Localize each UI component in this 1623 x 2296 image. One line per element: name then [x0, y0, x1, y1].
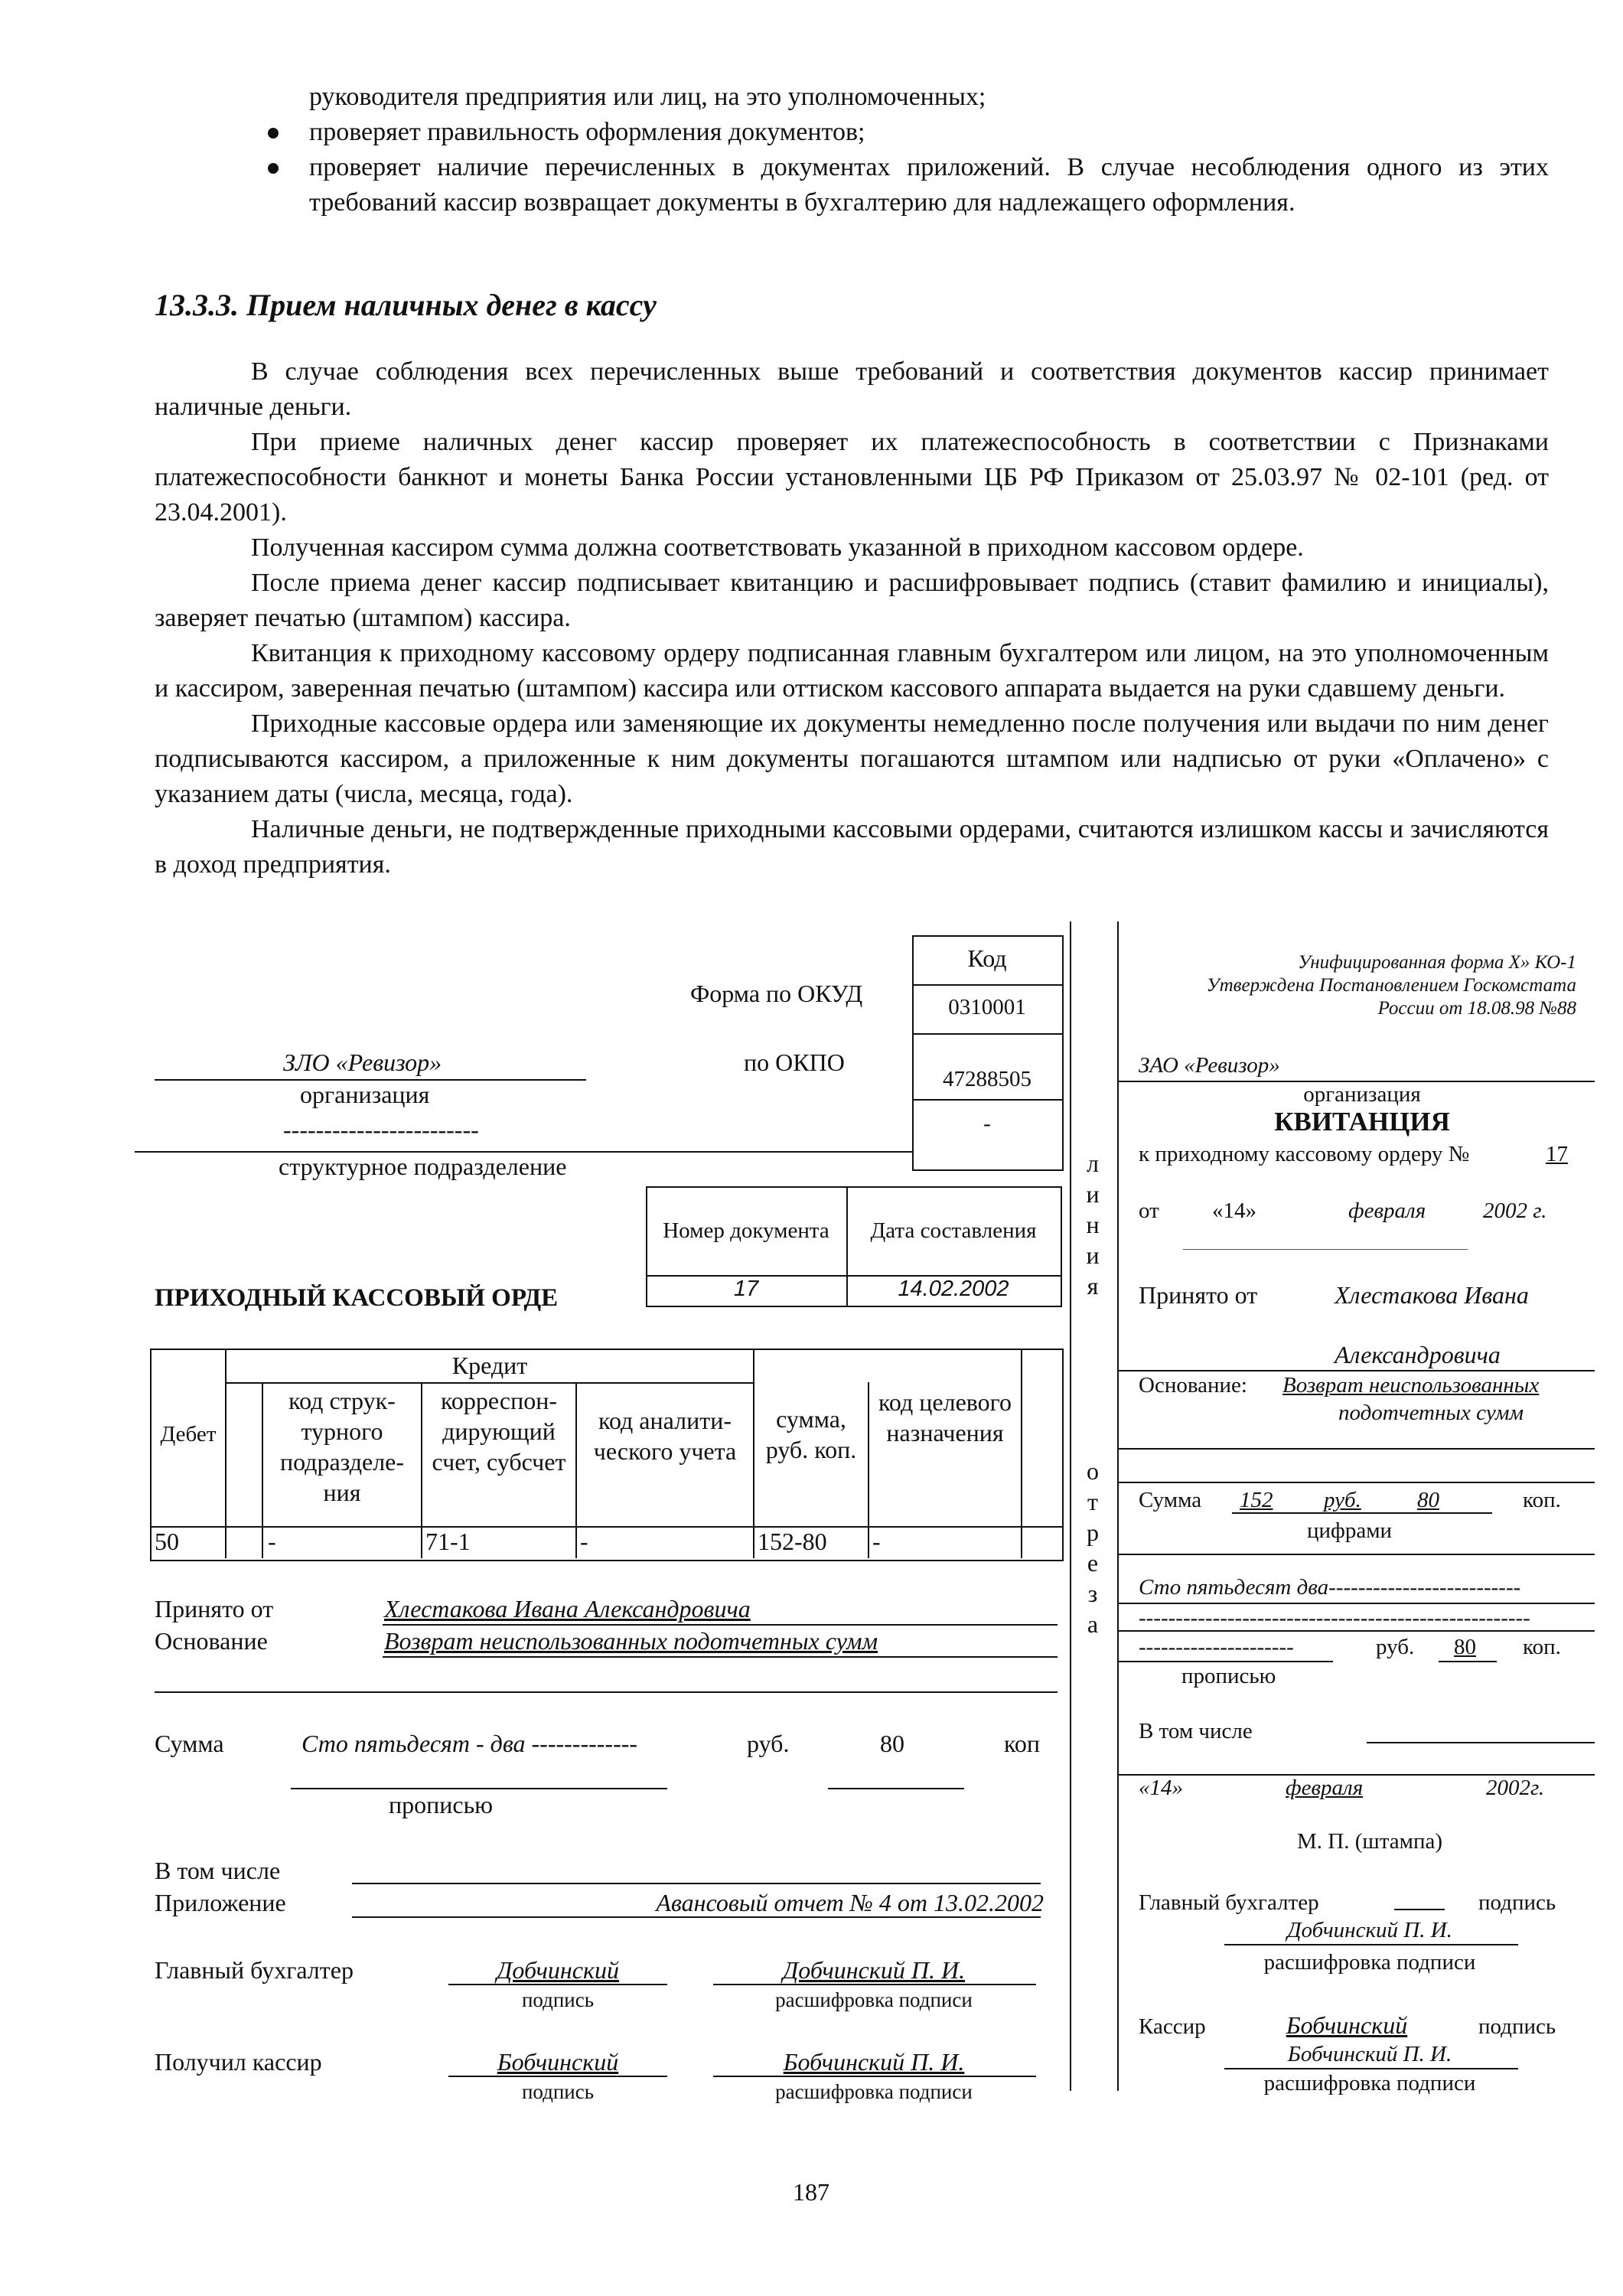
from-label: от — [1139, 1199, 1159, 1223]
receipt-sum-label: Сумма — [1139, 1488, 1202, 1512]
rub-label: руб. — [747, 1730, 790, 1757]
okpo-label: по ОКПО — [744, 1049, 845, 1076]
receipt-kop-label: коп. — [1523, 1488, 1561, 1512]
attachment-label: Приложение — [155, 1889, 286, 1916]
receipt-cashier-name: Бобчинский П. И. — [1287, 2042, 1452, 2066]
receipt-org-value: ЗАО «Ревизор» — [1139, 1053, 1280, 1078]
section-heading: 13.3.3. Прием наличных денег в кассу — [155, 288, 657, 322]
stamp-label: М. П. (штампа) — [1296, 1829, 1442, 1854]
paragraph: Квитанция к приходному кассовому ордеру подписанная главным бухгалтером или лицом, на это уполномоченным и кассиром, заверенная печатью (штампом) кассира или оттиском кассового аппарата выдается на руки сдавшему деньги. — [155, 639, 1549, 703]
form-line: Утверждена Постановлением Госкомстата — [1206, 975, 1576, 996]
okpo-value: 47288505 — [943, 1067, 1031, 1091]
order-title: ПРИХОДНЫЙ КАССОВЫЙ ОРДЕ — [155, 1284, 559, 1312]
receipt-kop-value: 80 — [1454, 1635, 1476, 1659]
words-line3: --------------------- — [1139, 1635, 1294, 1659]
words-line1: Сто пятьдесят два-------------------------- — [1139, 1575, 1521, 1600]
signature-caption: подпись — [521, 2080, 595, 2103]
basis-line1: Возврат неиспользованных — [1282, 1373, 1540, 1397]
sum-digits-rub: 152 — [1240, 1488, 1273, 1512]
digits-caption: цифрами — [1307, 1518, 1393, 1543]
cut-line-word: о т р е з а — [1087, 1457, 1099, 1638]
row-analytic: - — [580, 1528, 588, 1555]
row-sum: 152-80 — [758, 1528, 827, 1555]
okud-label: Форма по ОКУД — [690, 980, 863, 1007]
doc-date-value: 14.02.2002 — [898, 1277, 1009, 1301]
bullet-icon — [268, 128, 279, 139]
receipt-title: КВИТАНЦИЯ — [1274, 1107, 1450, 1137]
chief-name: Добчинский П. И. — [782, 1956, 966, 1984]
kop-label: коп — [1004, 1730, 1041, 1757]
date-day: «14» — [1212, 1199, 1256, 1223]
row-debit: 50 — [155, 1528, 179, 1555]
chief-accountant-label: Главный бухгалтер — [155, 1956, 354, 1984]
doc-date-header: Дата составления — [870, 1218, 1037, 1243]
org-caption: организация — [300, 1081, 430, 1108]
credit-header: Кредит — [451, 1352, 528, 1379]
col-struct-header: код струк-турного подразделе-ния — [279, 1387, 405, 1506]
receipt-cashier-label: Кассир — [1139, 2014, 1206, 2039]
code-header: Код — [967, 944, 1007, 972]
basis-label: Основание — [155, 1627, 268, 1655]
words-line2: ----------------------------------------------------- — [1139, 1606, 1530, 1630]
col-analytic-header: код аналити-ческого учета — [593, 1407, 737, 1465]
receipt-rub-label: руб. — [1376, 1635, 1415, 1659]
row-corr: 71-1 — [425, 1528, 471, 1555]
received-from-label: Принято от — [155, 1595, 274, 1623]
decoding-caption: расшифровка подписи — [775, 1988, 973, 2011]
text-line: руководителя предприятия или лиц, на это уполномоченных; — [309, 83, 986, 111]
basis-value: Возврат неиспользованных подотчетных сумм — [384, 1627, 878, 1655]
receipt-words-caption: прописью — [1181, 1664, 1276, 1688]
struct-dashes: ------------------------ — [283, 1116, 479, 1143]
paragraph: После приема денег кассир подписывает квитанцию и расшифровывает подпись (ставит фамилию и инициалы), заверяет печатью (штампом) кассира. — [155, 569, 1549, 632]
receipt-basis-label: Основание: — [1139, 1373, 1247, 1397]
receipt-chief-label: Главный бухгалтер — [1139, 1890, 1319, 1915]
cashier-name: Бобчинский П. И. — [783, 2048, 965, 2076]
including-label: В том числе — [155, 1857, 281, 1884]
signature-caption: подпись — [521, 1988, 595, 2011]
debit-header: Дебет — [160, 1422, 217, 1446]
cut-line-word: л и н и я — [1086, 1150, 1100, 1300]
paragraphs — [155, 354, 1549, 882]
receipt-kop-label: коп. — [1523, 1635, 1561, 1659]
sum-words: Сто пятьдесят - два ------------- — [301, 1730, 638, 1757]
paragraph: В случае соблюдения всех перечисленных выше требований и соответствия документов кассир принимает наличные деньги. — [155, 357, 1549, 421]
receipt-received-from-label: Принято от — [1139, 1281, 1258, 1309]
bullet-text: проверяет наличие перечисленных в документах приложений. В случае несоблюдения одного из этих требований кассир возвращает документы в бухгалтерию для надлежащего оформления. — [309, 153, 1549, 217]
order-number: 17 — [1546, 1142, 1568, 1166]
doc-number-value: 17 — [733, 1277, 759, 1301]
paragraph: Наличные деньги, не подтвержденные приходными кассовыми ордерами, считаются излишком кассы и зачисляются в доход предприятия. — [155, 815, 1549, 879]
received-from-value: Хлестакова Ивана Александровича — [384, 1595, 751, 1623]
to-order-label: к приходному кассовому ордеру № — [1139, 1142, 1470, 1166]
receipt-decoding-caption: расшифровка подписи — [1263, 1950, 1476, 1975]
row-struct: - — [268, 1528, 276, 1555]
receipt-org-caption: организация — [1303, 1082, 1421, 1107]
form-line: Унифицированная форма Х» КО-1 — [1298, 952, 1576, 973]
attachment-value: Авансовый отчет № 4 от 13.02.2002 — [656, 1889, 1044, 1916]
receipt-date2-month: февраля — [1286, 1776, 1364, 1800]
bullet-text: проверяет правильность оформления документов; — [309, 118, 865, 146]
receipt-cashier-signature: Бобчинский — [1286, 2011, 1408, 2039]
receipt-decoding-caption: расшифровка подписи — [1263, 2071, 1476, 2095]
paragraph: При приеме наличных денег кассир проверяет их платежеспособность в соответствии с Признаками платежеспособности банкнот и монеты Банка России установленными ЦБ РФ Приказом от 25.03.97 № 02-101 (ред. от 23.04.2001). — [155, 428, 1549, 527]
receipt-signature-caption: подпись — [1478, 2014, 1556, 2039]
words-caption: прописью — [389, 1791, 494, 1818]
paragraph: Полученная кассиром сумма должна соответствовать указанной в приходном кассовом ордере. — [251, 533, 1304, 562]
received-from-line1: Хлестакова Ивана — [1335, 1281, 1529, 1309]
form-line: России от 18.08.98 №88 — [1377, 998, 1576, 1019]
okud-value: 0310001 — [948, 995, 1026, 1019]
rub-label-short: руб. — [1324, 1488, 1361, 1512]
date-month: февраля — [1348, 1199, 1426, 1223]
receipt-chief-name: Добчинский П. И. — [1287, 1918, 1452, 1942]
receipt-date2-year: 2002г. — [1486, 1776, 1545, 1800]
org-value: ЗЛО «Ревизор» — [283, 1049, 442, 1076]
date-year: 2002 г. — [1483, 1199, 1547, 1223]
doc-number-header: Номер документа — [663, 1218, 829, 1243]
bullet-icon — [268, 163, 279, 174]
col-purpose-header: код целевого назначения — [878, 1388, 1012, 1446]
struct-caption: структурное подразделение — [279, 1153, 567, 1180]
cashier-signature: Бобчинский — [497, 2048, 619, 2076]
sum-label: Сумма — [155, 1730, 224, 1757]
receipt-date2-day: «14» — [1139, 1776, 1183, 1800]
chief-signature: Добчинский — [497, 1956, 619, 1984]
struct-code-value: - — [983, 1111, 991, 1136]
decoding-caption: расшифровка подписи — [775, 2080, 973, 2103]
received-from-line2: Александровича — [1335, 1341, 1501, 1368]
page-number: 187 — [793, 2178, 829, 2206]
paragraph: Приходные кассовые ордера или заменяющие их документы немедленно после получения или выдачи по ним денег подписываются кассиром, а приложенные к ним документы погашаются штампом или надписью от руки «Оплачено» с указанием даты (числа, месяца, года). — [155, 709, 1549, 808]
sum-digits-kop: 80 — [1417, 1488, 1439, 1512]
receipt-signature-caption: подпись — [1478, 1890, 1556, 1915]
col-sum-header: сумма, руб. коп. — [765, 1405, 857, 1463]
kop-value: 80 — [880, 1730, 904, 1757]
col-corr-header: корреспон-дирующий счет, субсчет — [432, 1387, 566, 1476]
cashier-label: Получил кассир — [155, 2048, 322, 2076]
basis-line2: подотчетных сумм — [1338, 1401, 1524, 1425]
row-purpose: - — [872, 1528, 881, 1555]
receipt-including-label: В том числе — [1139, 1719, 1253, 1743]
